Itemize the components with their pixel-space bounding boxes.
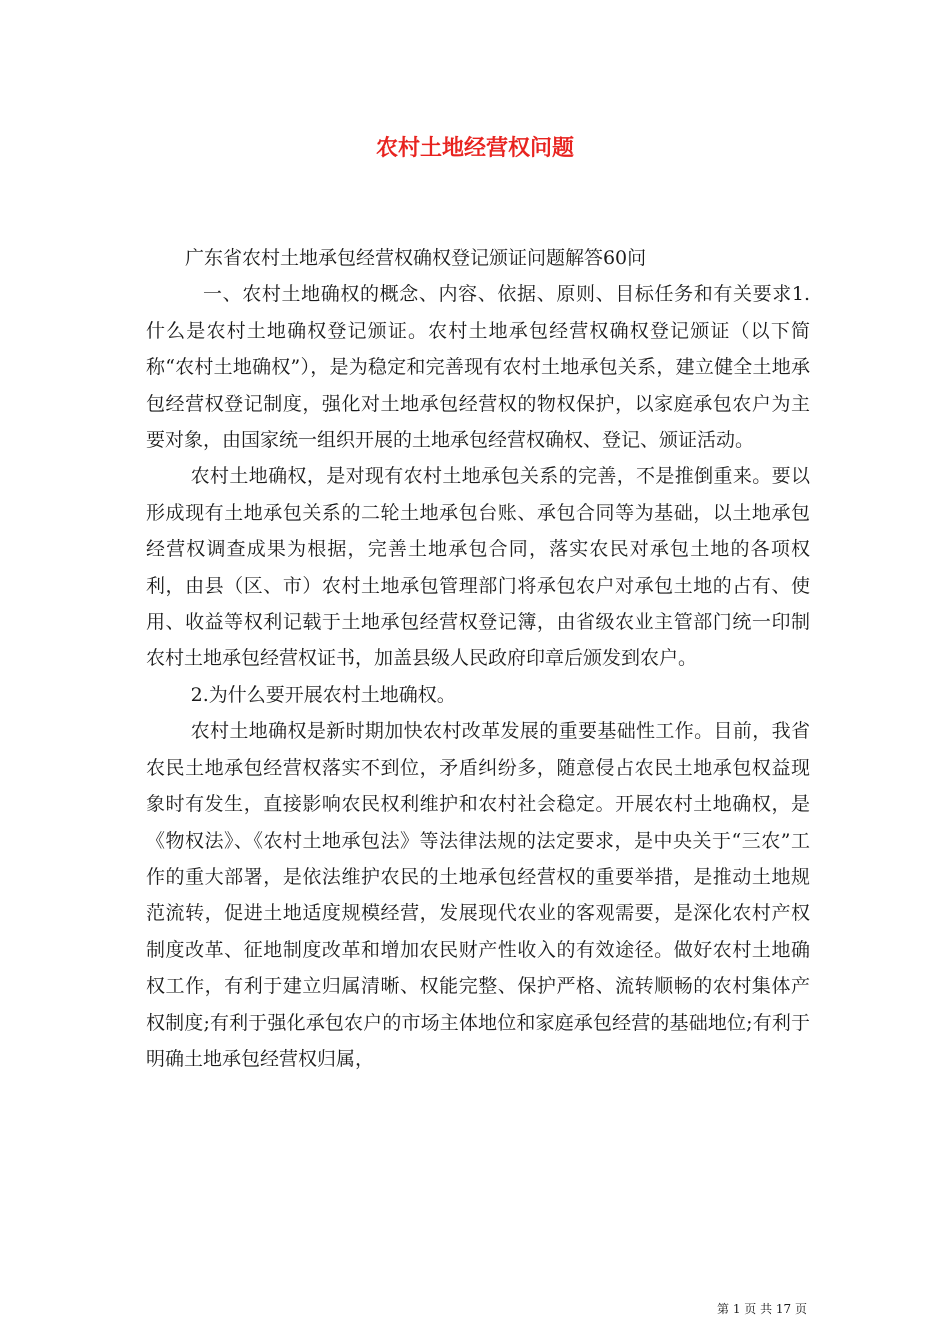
document-title: 农村土地经营权问题 bbox=[375, 135, 574, 161]
document-body bbox=[146, 240, 810, 1077]
document-subtitle: 广东省农村土地承包经营权确权登记颁证问题解答60问 bbox=[184, 247, 647, 269]
paragraph-3: 2.为什么要开展农村土地确权。 bbox=[190, 683, 456, 706]
page-number: 第 1 页 共 17 页 bbox=[717, 1302, 807, 1316]
paragraph-2: 农村土地确权，是对现有农村土地承包关系的完善，不是推倒重来。要以形成现有土地承包关系的二轮土地承包台账、承包合同等为基础，以土地承包经营权调查成果为根据，完善土地承包合同，落实农民对承包土地的各项权利，由县（区、市）农村土地承包管理部门将承包农户对承包土地的占有、使用、收益等权利记载于土地承包经营权登记簿，由省级农业主管部门统一印制农村土地承包经营权证书，加盖县级人民政府印章后颁发到农户。 bbox=[146, 465, 810, 670]
paragraph-4: 农村土地确权是新时期加快农村改革发展的重要基础性工作。目前，我省农民土地承包经营权落实不到位，矛盾纠纷多，随意侵占农民土地承包权益现象时有发生，直接影响农民权利维护和农村社会稳定。开展农村土地确权，是《物权法》、《农村土地承包法》等法律法规的法定要求，是中央关于“三农”工作的重大部署，是依法维护农民的土地承包经营权的重要举措，是推动土地规范流转，促进土地适度规模经营，发展现代农业的客观需要，是深化农村产权制度改革、征地制度改革和增加农民财产性收入的有效途径。做好农村土地确权工作，有利于建立归属清晰、权能完整、保护严格、流转顺畅的农村集体产权制度;有利于强化承包农户的市场主体地位和家庭承包经营的基础地位;有利于明确土地承包经营权归属， bbox=[146, 720, 810, 1070]
paragraph-1: 一、农村土地确权的概念、内容、依据、原则、目标任务和有关要求1.什么是农村土地确权登记颁证。农村土地承包经营权确权登记颁证（以下简称“农村土地确权”），是为稳定和完善现有农村土地承包关系，建立健全土地承包经营权登记制度，强化对土地承包经营权的物权保护，以家庭承包农户为主要对象，由国家统一组织开展的土地承包经营权确权、登记、颁证活动。 bbox=[146, 283, 810, 452]
